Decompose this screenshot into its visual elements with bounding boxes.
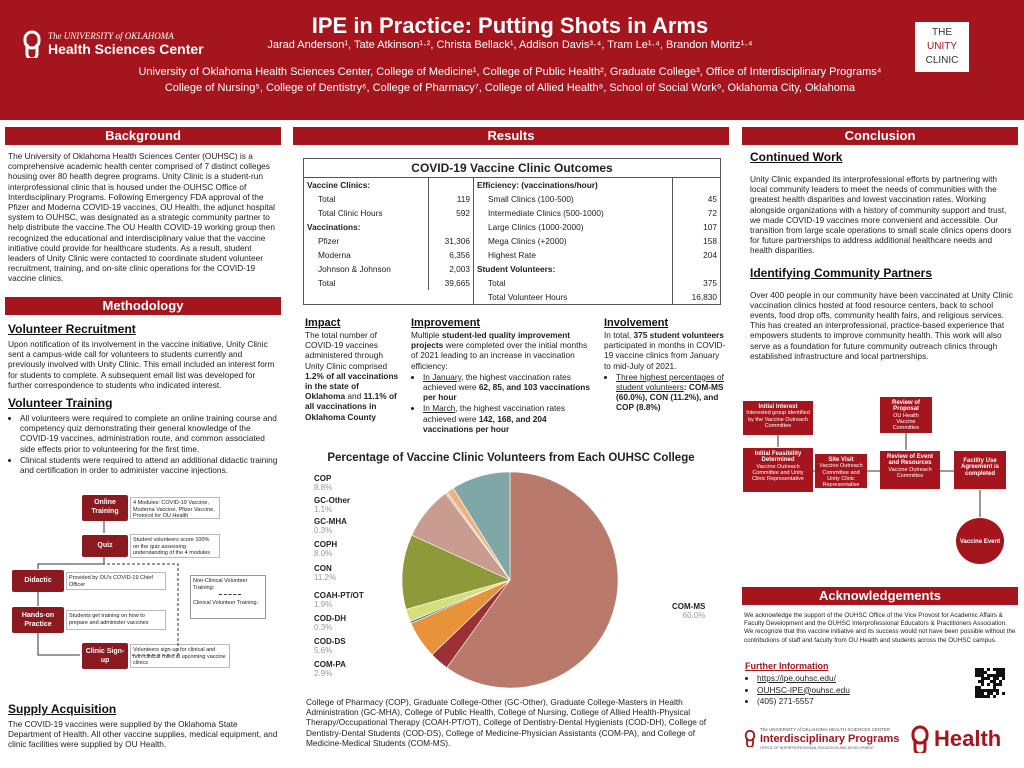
ack-heading: Acknowledgements	[742, 587, 1018, 605]
email-link[interactable]: • OUHSC-IPE@ouhsc.edu	[757, 685, 850, 696]
methodology-heading: Methodology	[5, 297, 281, 315]
ou-monogram-icon	[22, 30, 42, 58]
unity-logo-clinic: CLINIC	[925, 55, 959, 66]
table-cell-value: 6,356	[429, 248, 473, 262]
training-bullets	[8, 413, 280, 475]
table-cell-label: Johnson & Johnson	[318, 264, 391, 274]
outcomes-table-title: COVID-19 Vaccine Clinic Outcomes	[304, 159, 720, 178]
table-cell-label: Pfizer	[318, 236, 340, 246]
table-row	[474, 220, 720, 234]
outcomes-table	[303, 158, 721, 305]
table-row	[304, 262, 473, 276]
table-row	[474, 262, 720, 276]
pie-label-con: CON 11.2%	[314, 564, 337, 582]
supply-section	[8, 702, 280, 750]
ack-text: We acknowledge the support of the OUHSC Office of the Vice Provost for Academic Affairs & Faculty Development and the OUHSC Interprofessional Educators & Practitioners Association. We recognize that this vaccine initiative and its success would not have been possible without the contributions of staff and faculty from OU Health and students across the OUHSC campus.	[744, 612, 1016, 644]
table-cell-label: Total	[318, 278, 336, 288]
community-partners-text: Over 400 people in our community have been vaccinated at Unity Clinic vaccination clinics hosted at food resource centers, back to school events, food drop offs, community health fairs, and religious services. This has created an interprofessional, practice-based experience that empowers students to improve community health. This work will also serve as a foundation for future community outreach clinics through established infrastructure and local partnerships.	[750, 289, 1013, 361]
volunteer-recruitment-text: Upon notification of its involvement in the vaccine initiative, Unity Clinic sent a campus-wide call for volunteers to students currently and previously involved with Unity Clinic. This email included an interest form for students to complete. A subsequent email list was developed for further correspondence to students who indicated interest.	[8, 339, 275, 390]
ou-health-logo	[910, 722, 1020, 758]
poster-title: IPE in Practice: Putting Shots in Arms	[311, 13, 709, 38]
volunteer-pie-chart	[395, 470, 625, 690]
impact-text: and	[345, 391, 364, 402]
ou-logo-line1: The UNIVERSITY of OKLAHOMA	[48, 31, 174, 41]
list-item: • In January, the highest vaccination rates achieved were 62, 85, and 103 vaccinations per hour	[423, 372, 591, 403]
flow-feasibility: Initial Feasibility Determined Vaccine Outreach Committee and Unity Clinic Representative	[743, 448, 813, 492]
pie-label-coah-pt-ot: COAH-PT/OT 1.9%	[314, 591, 364, 609]
legend-nonclinical: Non-Clinical Volunteer Training:	[193, 578, 248, 591]
pie-label-cod-ds: COD-DS 5.6%	[314, 637, 346, 655]
table-cell-value: 107	[672, 220, 720, 234]
interdisciplinary-programs-logo	[744, 727, 914, 757]
pie-label-cop: COP 8.8%	[314, 474, 333, 492]
list-item: • Three highest percentages of student volunteers: COM-MS (60.0%), CON (11.2%), and COP (8.8%)	[616, 372, 726, 413]
pie-label-gc-other: GC-Other 1.1%	[314, 496, 350, 514]
methodology-content	[8, 322, 280, 476]
flow-hands-on-desc: Students get training on how to prepare and administer vaccines	[66, 610, 166, 630]
involvement-title: Involvement	[604, 317, 669, 329]
table-cell-label: Large Clinics (1000-2000)	[488, 222, 584, 232]
table-cell-value: 204	[672, 248, 720, 262]
table-row	[304, 234, 473, 248]
unity-clinic-logo	[915, 22, 969, 72]
ou-monogram-icon	[910, 725, 930, 753]
table-cell-label: Total	[488, 278, 506, 288]
flow-didactic: Didactic	[12, 570, 64, 592]
unity-logo-unity: UNITY	[927, 41, 957, 52]
improvement-text: Multiple	[411, 330, 442, 340]
flow-quiz: Quiz	[82, 535, 128, 557]
poster-header	[0, 0, 1024, 120]
community-partners-title: Identifying Community Partners	[750, 265, 933, 280]
table-cell-label: Vaccinations:	[307, 222, 361, 232]
table-cell-label: Total Clinic Hours	[318, 208, 383, 218]
improvement-text: were completed over the initial months of 2021 leading to an increase in vaccination efficiency:	[411, 340, 588, 371]
flow-facility-agreement: Facility Use Agreement is completed	[954, 451, 1006, 489]
website-link[interactable]: • https://ipe.ouhsc.edu/	[757, 673, 850, 684]
affiliation-line-1: University of Oklahoma Health Sciences Center, College of Medicine¹, College of Public Health², Graduate College³, Office of Interdisciplinary Programs⁴	[138, 66, 882, 78]
flow-online-desc: 4 Modules: COVID-19 Vaccine, Moderna Vaccine, Pfizer Vaccine, Protocol for OU Health	[130, 497, 220, 519]
flow-hands-on: Hands-on Practice	[12, 607, 64, 633]
table-row	[474, 178, 720, 192]
table-cell-value: 158	[672, 234, 720, 248]
table-cell-value: 119	[429, 192, 473, 206]
table-cell-value	[672, 178, 720, 192]
phone-text: • (405) 271-5557	[757, 696, 850, 707]
flow-arrows	[0, 480, 280, 680]
table-cell-label: Efficiency: (vaccinations/hour)	[477, 180, 598, 190]
involvement-section: Involvement In total, 375 student volunteers participated in months in COVID-19 vaccine clinics from January to mid-July of 2021. • Three highest percentages of student volunteers: COM-MS (60.0%), CON (11.2%), and COP (8.8%)	[604, 317, 726, 414]
improvement-title: Improvement	[411, 317, 481, 329]
table-cell-value: 31,306	[429, 234, 473, 248]
flow-quiz-desc: Student volunteers score 100% on the quiz assessing understanding of the 4 modules	[130, 534, 220, 558]
table-row	[474, 248, 720, 262]
table-row	[474, 290, 720, 304]
flow-didactic-desc: Provided by OU's COVID-19 Chief Officer	[66, 572, 166, 590]
outcomes-left-table	[304, 178, 473, 290]
conclusion-content	[750, 150, 1016, 361]
pie-label-cod-dh: COD-DH 0.3%	[314, 614, 346, 632]
supply-text: The COVID-19 vaccines were supplied by the Oklahoma State Department of Health. All other vaccine supplies, medical equipment, and clinic facilities were supplied by OU Health.	[8, 719, 278, 750]
table-cell-value: 72	[672, 206, 720, 220]
table-row	[304, 192, 473, 206]
affiliation-line-2: College of Nursing⁵, College of Dentistry⁶, College of Pharmacy⁷, College of Allied Health⁸, School of Social Work⁹, Oklahoma City, Oklahoma	[164, 82, 856, 94]
table-cell-label: Total Volunteer Hours	[488, 292, 568, 302]
further-info-list	[745, 673, 850, 708]
flow-review-event: Review of Event and Resources Vaccine Outreach Committee	[880, 451, 940, 489]
flow-site-visit: Site Visit Vaccine Outreach Committee and Unity Clinic Representative	[815, 454, 867, 488]
table-row	[304, 248, 473, 262]
unity-logo-the: THE	[932, 27, 952, 38]
table-cell-label: Student Volunteers:	[477, 264, 556, 274]
table-row	[304, 206, 473, 220]
authors: Jarad Anderson¹, Tate Atkinson¹·², Christa Bellack¹, Addison Davis³·⁴, Tram Le¹·⁴, Brandon Moritz¹·⁴	[267, 39, 753, 51]
volunteer-recruitment-title: Volunteer Recruitment	[8, 322, 136, 336]
table-cell-value: 16,830	[672, 290, 720, 304]
pie-chart-title: Percentage of Vaccine Clinic Volunteers from Each OUHSC College	[327, 452, 695, 464]
qr-code-icon	[975, 668, 1005, 698]
impact-section	[305, 317, 400, 422]
supply-title: Supply Acquisition	[8, 702, 117, 716]
table-cell-label: Mega Clinics (+2000)	[488, 236, 567, 246]
list-item: • Clinical students were required to attend an additional didactic training and certification in order to administer vaccine injections.	[20, 455, 280, 475]
table-cell-value: 39,665	[429, 276, 473, 290]
table-cell-value: 375	[672, 276, 720, 290]
impact-text: The total number of COVID-19 vaccines administered through Unity Clinic comprised	[305, 330, 388, 371]
ou-monogram-icon	[744, 729, 756, 747]
pie-label-gc-mha: GC-MHA 0.3%	[314, 517, 347, 535]
table-row	[474, 234, 720, 248]
flow-review-proposal: Review of Proposal OU Health Vaccine Committee	[880, 397, 932, 433]
table-cell-value: 2,003	[429, 262, 473, 276]
community-flow-arrows	[740, 395, 1020, 575]
table-cell-value: 45	[672, 192, 720, 206]
legend-clinical: Clinical Volunteer Training:	[193, 600, 259, 606]
table-cell-label: Highest Rate	[488, 250, 536, 260]
further-info-title: Further Information	[745, 661, 829, 671]
improvement-bold: student-led quality improvement projects	[411, 330, 571, 351]
table-cell-value	[429, 178, 473, 192]
table-cell-label: Vaccine Clinics:	[307, 180, 371, 190]
table-row	[474, 276, 720, 290]
ou-health-wordmark: Health	[934, 726, 1002, 751]
ou-hsc-logo	[22, 30, 204, 60]
ou-logo-line2: Health Sciences Center	[48, 41, 204, 57]
flow-clinic-signup: Clinic Sign-up	[82, 643, 128, 669]
ip-logo-small: The UNIVERSITY of OKLAHOMA HEALTH SCIENCES CENTER	[760, 727, 891, 732]
outcomes-right-table	[474, 178, 720, 304]
table-row	[304, 178, 473, 192]
table-cell-value: 592	[429, 206, 473, 220]
pie-label-coph: COPH 8.0%	[314, 540, 338, 558]
conclusion-heading: Conclusion	[742, 127, 1018, 145]
table-cell-label: Total	[318, 194, 336, 204]
flow-online-training: Online Training	[82, 495, 128, 521]
flow-clinic-desc: Volunteers sign-up for clinical and non-clinical roles at upcoming vaccine clinics	[130, 644, 230, 668]
table-cell-label: Intermediate Clinics (500-1000)	[488, 208, 604, 218]
pie-label-com-pa: COM-PA 2.9%	[314, 660, 346, 678]
improvement-section	[411, 317, 591, 435]
table-cell-value	[672, 262, 720, 276]
table-row	[304, 276, 473, 290]
table-cell-label: Small Clinics (100-500)	[488, 194, 574, 204]
background-heading: Background	[5, 127, 281, 145]
ip-logo-tiny: OFFICE OF INTERPROFESSIONAL EDUCATION AND DEVELOPMENT	[760, 746, 875, 750]
impact-title: Impact	[305, 317, 341, 329]
results-heading: Results	[293, 127, 729, 145]
ip-logo-big: Interdisciplinary Programs	[760, 733, 900, 745]
impact-bold: 11.1% of all vaccinations in Oklahoma County	[305, 391, 397, 422]
list-item: • In March, the highest vaccination rates achieved were 142, 168, and 204 vaccinations per hour	[423, 403, 591, 434]
continued-work-title: Continued Work	[750, 150, 843, 164]
table-row	[474, 192, 720, 206]
volunteer-training-title: Volunteer Training	[8, 396, 113, 411]
table-cell-value	[429, 220, 473, 234]
table-cell-label: Moderna	[318, 250, 351, 260]
flow-vaccine-event: Vaccine Event	[956, 518, 1004, 564]
pie-caption: College of Pharmacy (COP), Graduate College-Other (GC-Other), Graduate College-Masters in Health Administration (GC-MHA), College of Public Health, College of Nursing, College of Allied Health-Physical Therapy/Occupational Therapy (COAH-PT/OT), College of Dentistry-Dental Hygienists (COD-DH), College of Dentistry-Dental Students (COD-DS), College of Medicine-Physician Assistants (COM-PA), and College of Medicine-Medical Students (COM-MS).	[306, 697, 707, 748]
table-row	[474, 206, 720, 220]
table-row	[304, 220, 473, 234]
continued-work-text: Unity Clinic expanded its interprofessional efforts by partnering with local community leaders to meet the needs of communities with the greatest health disparities and lowest vaccination rates. Working alongside organizations with a history of community support and trust, we made COVID-19 vaccines more convenient and accessible. Our transition from large scale operations to small scale clinics opens doors for future partnerships to address additional healthcare needs and health disparities.	[750, 174, 1012, 256]
pie-label-com-ms: COM-MS 60.0%	[672, 602, 706, 620]
impact-bold: 1.2% of all vaccinations in the state of Oklahoma	[305, 370, 399, 402]
flow-initial-interest: Initial Interest Interested group identified by the Vaccine Outreach Committee	[743, 401, 813, 435]
background-text: The University of Oklahoma Health Sciences Center (OUHSC) is a comprehensive academic health center comprised of 7 distinct colleges housing over 80 health degree programs. Unity Clinic is a student-run interprofessional clinic that is housed under the OUHSC Office of Interdisciplinary Programs. Following Emergency FDA approval of the Pfizer and Moderna COVID-19 vaccines, OU Health, the adjunct hospital system to OUHSC, was designated as a strategic community partner to help distribute the vaccine.The OU Health COVID-19 working group then recognized the educational and interdisciplinary value that the vaccine initiative could provide for healthcare students. As a result, student leaders of Unity Clinic were contacted to coordinate student volunteer recruitment, training, and on-site clinic operations for the COVID-19 vaccine clinics.	[8, 151, 276, 284]
list-item: • All volunteers were required to complete an online training course and competency quiz demonstrating their general knowledge of the COVID-19 vaccines, administration route, and common associated side effects prior to volunteering for the first time.	[20, 413, 280, 454]
